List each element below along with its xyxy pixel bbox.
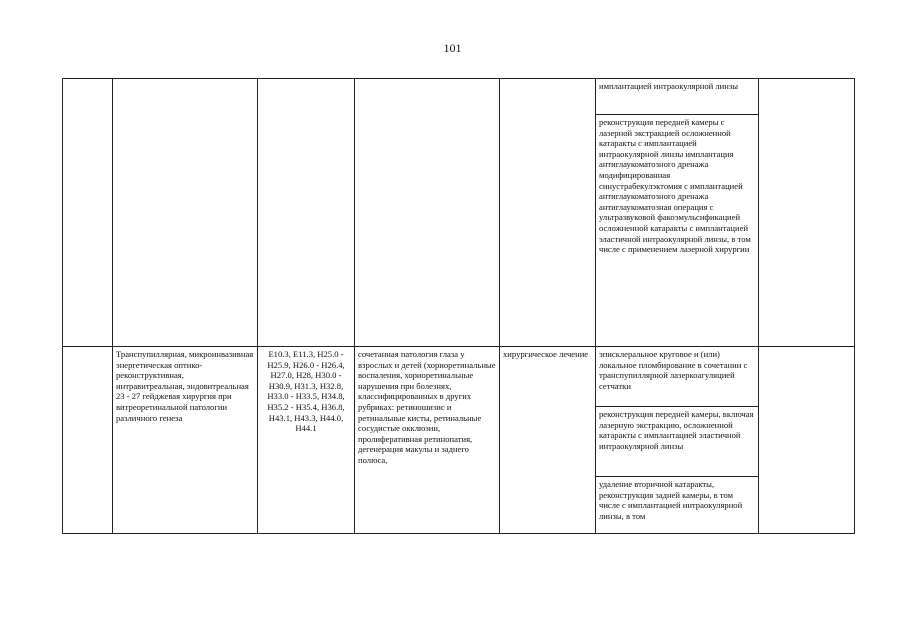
cost-cell-top [759,79,855,347]
patient-model-cell: сочетанная патология глаза у взрослых и детей (хориоретинальные воспаления, хориоретинальные нарушения при болезнях, классифицированных в других рубриках: ретиношизис и ретинальные кисты, ретинальные сосудистые окклюзии, пролиферативная ретинопатия, дегенерация макулы и заднего полюса, [355,347,500,534]
number-cell-top [63,79,113,347]
codes-cell-top [258,79,355,347]
method-cell: эписклеральное круговое и (или) локальное пломбирование в сочетании с транспупиллярной лазеркоагуляцией сетчатки [596,347,759,407]
diagnosis-codes-cell: Е10.3, Е11.3, Н25.0 - Н25.9, Н26.0 - Н26.4, Н27.0, Н28, Н30.0 - Н30.9, Н31.3, Н32.8, Н33.0 - Н33.5, Н34.8, Н35.2 - Н35.4, Н36.8, Н43.1, Н43.3, Н44.0, Н44.1 [258,347,355,534]
model-cell-top [355,79,500,347]
treatment-cell-top [500,79,596,347]
method-cell: реконструкция передней камеры, включая лазерную экстракцию, осложненной катаракты с имплантацией эластичной интраокулярной линзы [596,407,759,477]
medical-services-table [62,78,855,534]
table-row [63,79,855,115]
method-name-cell: Транспупиллярная, микроинвазивная энергетическая оптико-реконструктивная, интравитреальная, эндовитреальная 23 - 27 гейджевая хирургия при витреоретинальной патологии различного генеза [113,347,258,534]
treatment-type-cell: хирургическое лечение [500,347,596,534]
method-cell: имплантацией интраокулярной линзы [596,79,759,115]
method-cell: удаление вторичной катаракты, реконструкция задней камеры, в том числе с имплантацией интраокулярной линзы, в том [596,477,759,534]
number-cell-bottom [63,347,113,534]
table-row [63,347,855,407]
name-cell-top [113,79,258,347]
method-cell: реконструкция передней камеры с лазерной экстракцией осложненной катаракты с имплантацией интраокулярной линзы имплантация антиглаукоматозного дренажа модифицированная синустрабекулэктомия с имплантацией антиглаукоматозного дренажа антиглаукоматозная операция с ультразвуковой факоэмульсификацией осложненной катаракты с имплантацией эластичной интраокулярной линзы, в том числе с применением лазерной хирургии [596,115,759,347]
cost-cell-bottom [759,347,855,534]
page-number: 101 [443,41,462,55]
